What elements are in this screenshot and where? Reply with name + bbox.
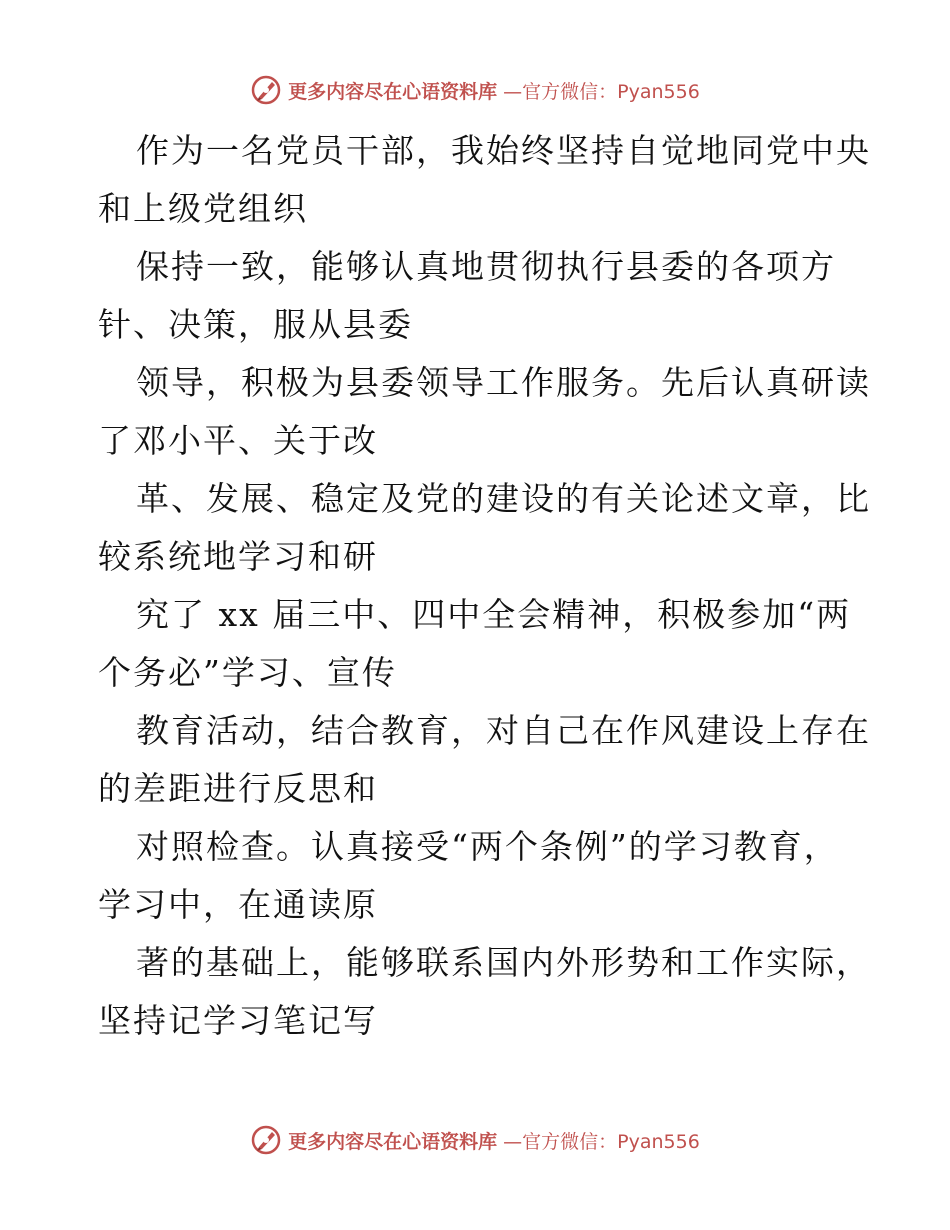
paragraph-line: 领导，积极为县委领导工作服务。先后认真研读 <box>136 363 871 402</box>
paragraph-line: 针、决策，服从县委 <box>98 305 413 344</box>
document-body <box>98 122 871 1050</box>
header-banner <box>0 70 950 110</box>
paragraph-line: 的差距进行反思和 <box>98 769 378 808</box>
quill-pen-logo-icon <box>250 74 282 106</box>
footer-banner <box>0 1120 950 1160</box>
paragraph-line: 革、发展、稳定及党的建设的有关论述文章，比 <box>136 479 871 518</box>
paragraph-line: 个务必”学习、宣传 <box>98 653 397 692</box>
paragraph-line: 保持一致，能够认真地贯彻执行县委的各项方 <box>136 247 836 286</box>
paragraph-line: 对照检查。认真接受“两个条例”的学习教育， <box>136 827 839 866</box>
banner-brand-text: 更多内容尽在心语资料库 <box>288 80 498 103</box>
paragraph-line: 作为一名党员干部，我始终坚持自觉地同党中央 <box>136 131 871 170</box>
paragraph-line: 教育活动，结合教育，对自己在作风建设上存在 <box>136 711 871 750</box>
banner-brand-text: 更多内容尽在心语资料库 <box>288 1130 498 1153</box>
banner-wechat-text: —官方微信：Pyan556 <box>503 1130 700 1153</box>
paragraph-line: 究了 xx 届三中、四中全会精神，积极参加“两 <box>136 595 852 634</box>
paragraph-line: 和上级党组织 <box>98 189 308 228</box>
paragraph-line: 坚持记学习笔记写 <box>98 1001 378 1040</box>
banner-wechat-text: —官方微信：Pyan556 <box>503 80 700 103</box>
paragraph-line: 较系统地学习和研 <box>98 537 378 576</box>
paragraph-line: 著的基础上，能够联系国内外形势和工作实际， <box>136 943 871 982</box>
paragraph-line: 了邓小平、关于改 <box>98 421 378 460</box>
quill-pen-logo-icon <box>250 1124 282 1156</box>
paragraph-line: 学习中，在通读原 <box>98 885 378 924</box>
